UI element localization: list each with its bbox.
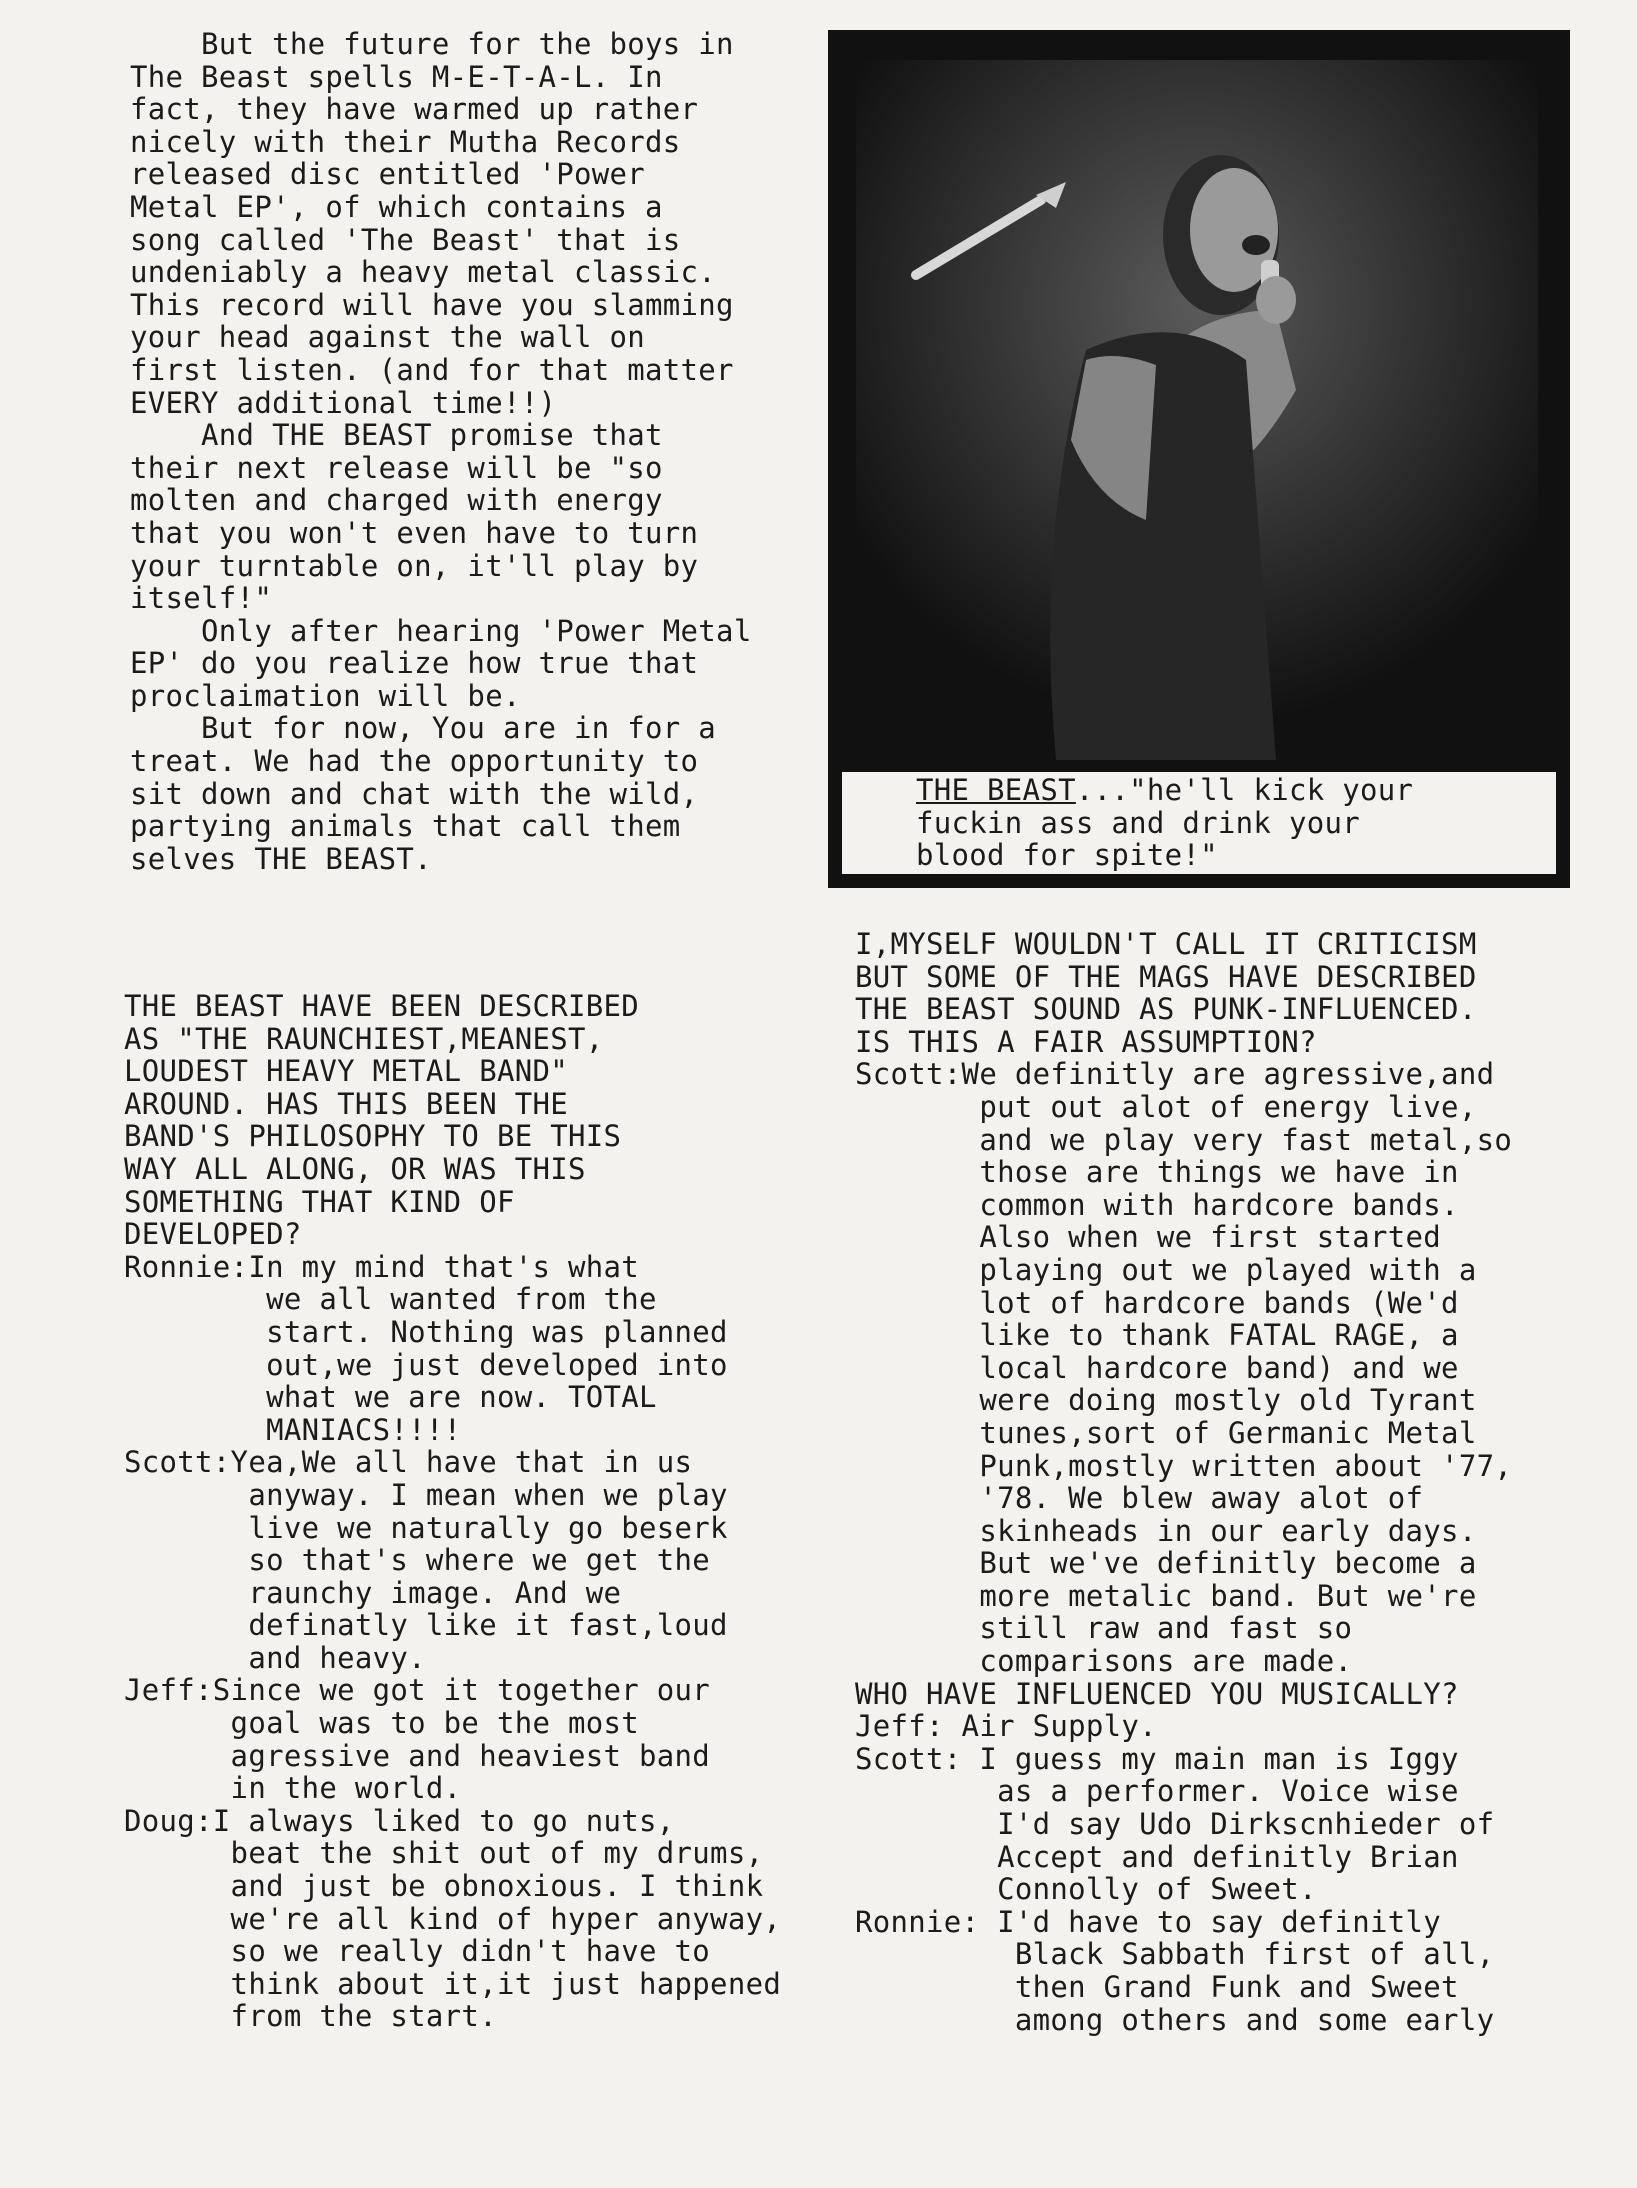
intro-line: your head against the wall on (130, 320, 646, 355)
answer-line: lot of hardcore bands (We'd (855, 1285, 1459, 1320)
intro-line: itself!" (130, 581, 273, 616)
answer-line: Jeff: Air Supply. (855, 1709, 1157, 1744)
answer-line: Doug:I always liked to go nuts, (124, 1803, 675, 1838)
intro-line: your turntable on, it'll play by (130, 548, 699, 583)
caption-quote-start: ..."he'll kick your (1075, 773, 1414, 807)
intro-line: molten and charged with energy (130, 483, 663, 518)
answer-line: definatly like it fast,loud (124, 1608, 728, 1643)
intro-line: But the future for the boys in (130, 27, 734, 61)
question-line: BAND'S PHILOSOPHY TO BE THIS (124, 1119, 622, 1154)
answer-line: and we play very fast metal,so (855, 1122, 1513, 1157)
question-line: LOUDEST HEAVY METAL BAND" (124, 1054, 568, 1089)
question-line: SOMETHING THAT KIND OF (124, 1184, 515, 1219)
question-line: BUT SOME OF THE MAGS HAVE DESCRIBED (855, 959, 1477, 994)
interview-right-column (855, 928, 1595, 2036)
answer-line: common with hardcore bands. (855, 1187, 1459, 1222)
intro-line: The Beast spells M-E-T-A-L. In (130, 59, 663, 94)
question-line: DEVELOPED? (124, 1217, 302, 1252)
question-line: THE BEAST SOUND AS PUNK-INFLUENCED. (855, 992, 1477, 1027)
intro-line: And THE BEAST promise that (130, 418, 663, 453)
answer-line: like to thank FATAL RAGE, a (855, 1318, 1459, 1353)
intro-line: EVERY additional time!!) (130, 385, 557, 420)
intro-line: partying animals that call them (130, 809, 681, 844)
intro-line: selves THE BEAST. (130, 841, 432, 876)
intro-line: proclaimation will be. (130, 678, 521, 713)
answer-line: and just be obnoxious. I think (124, 1869, 764, 1904)
answer-line: were doing mostly old Tyrant (855, 1383, 1477, 1418)
answer-line: MANIACS!!!! (124, 1412, 462, 1447)
answer-line: Black Sabbath first of all, (855, 1937, 1495, 1972)
intro-line: But for now, You are in for a (130, 711, 717, 746)
caption-line: blood for spite!" (916, 838, 1218, 873)
question-line: IS THIS A FAIR ASSUMPTION? (855, 1024, 1317, 1059)
band-photo (856, 60, 1538, 760)
answer-line: in the world. (124, 1771, 462, 1806)
answer-line: skinheads in our early days. (855, 1513, 1477, 1548)
answer-line: then Grand Funk and Sweet (855, 1970, 1459, 2004)
interview-left-column (124, 990, 824, 2033)
answer-line: start. Nothing was planned (124, 1314, 728, 1349)
caption-line: fuckin ass and drink your (916, 805, 1360, 840)
answer-line: Connolly of Sweet. (855, 1872, 1317, 1907)
intro-line: Metal EP', of which contains a (130, 189, 663, 224)
intro-line: nicely with their Mutha Records (130, 124, 681, 159)
caption-band-name: THE BEAST (916, 773, 1076, 807)
intro-line: treat. We had the opportunity to (130, 744, 699, 779)
intro-line: first listen. (and for that matter (130, 352, 734, 387)
answer-line: more metalic band. But we're (855, 1578, 1477, 1613)
answer-line: tunes,sort of Germanic Metal (855, 1415, 1477, 1450)
intro-line: their next release will be "so (130, 450, 663, 485)
answer-line: agressive and heaviest band (124, 1738, 711, 1773)
answer-line: '78. We blew away alot of (855, 1481, 1424, 1516)
answer-line: we're all kind of hyper anyway, (124, 1901, 782, 1936)
answer-line: think about it,it just happened (124, 1966, 782, 2001)
answer-line: and heavy. (124, 1640, 426, 1675)
photo-frame (828, 30, 1570, 888)
answer-line: goal was to be the most (124, 1706, 640, 1741)
answer-line: Scott:We definitly are agressive,and (855, 1057, 1495, 1092)
answer-line: we all wanted from the (124, 1282, 657, 1317)
question-line: AS "THE RAUNCHIEST,MEANEST, (124, 1021, 604, 1056)
answer-line: so we really didn't have to (124, 1934, 711, 1969)
answer-line: I'd say Udo Dirkscnhieder of (855, 1807, 1495, 1842)
answer-line: Ronnie:In my mind that's what (124, 1249, 640, 1284)
intro-line: EP' do you realize how true that (130, 646, 699, 681)
intro-line: Only after hearing 'Power Metal (130, 613, 752, 648)
intro-line: sit down and chat with the wild, (130, 776, 699, 811)
answer-line: Also when we first started (855, 1220, 1442, 1255)
answer-line: playing out we played with a (855, 1252, 1477, 1287)
answer-line: comparisons are made. (855, 1644, 1353, 1679)
answer-line: beat the shit out of my drums, (124, 1836, 764, 1871)
intro-line: undeniably a heavy metal classic. (130, 255, 717, 290)
question-line: WAY ALL ALONG, OR WAS THIS (124, 1151, 586, 1186)
photo-caption (916, 774, 1536, 872)
answer-line: raunchy image. And we (124, 1575, 622, 1610)
answer-line: what we are now. TOTAL (124, 1380, 657, 1415)
singer-silhouette (856, 60, 1538, 760)
answer-line: Ronnie: I'd have to say definitly (855, 1904, 1442, 1939)
intro-text (130, 28, 810, 875)
answer-line: still raw and fast so (855, 1611, 1353, 1646)
answer-line: put out alot of energy live, (855, 1089, 1477, 1124)
answer-line: Punk,mostly written about '77, (855, 1448, 1513, 1483)
intro-line: fact, they have warmed up rather (130, 92, 699, 127)
answer-line: Accept and definitly Brian (855, 1839, 1459, 1874)
answer-line: so that's where we get the (124, 1543, 711, 1578)
question-line: WHO HAVE INFLUENCED YOU MUSICALLY? (855, 1676, 1459, 1711)
answer-line: as a performer. Voice wise (855, 1774, 1459, 1809)
answer-line: But we've definitly become a (855, 1546, 1477, 1581)
answer-line: Scott:Yea,We all have that in us (124, 1445, 693, 1480)
answer-line: local hardcore band) and we (855, 1350, 1459, 1385)
answer-line: Scott: I guess my main man is Iggy (855, 1741, 1459, 1776)
question-line: AROUND. HAS THIS BEEN THE (124, 1086, 568, 1121)
intro-line: that you won't even have to turn (130, 515, 699, 550)
question-line: THE BEAST HAVE BEEN DESCRIBED (124, 989, 640, 1023)
caption-line (916, 774, 1536, 807)
answer-line: out,we just developed into (124, 1347, 728, 1382)
answer-line: live we naturally go beserk (124, 1510, 728, 1545)
answer-line: those are things we have in (855, 1155, 1459, 1190)
answer-line: anyway. I mean when we play (124, 1477, 728, 1512)
answer-line: among others and some early (855, 2002, 1495, 2037)
intro-line: song called 'The Beast' that is (130, 222, 681, 257)
intro-line: released disc entitled 'Power (130, 157, 646, 192)
intro-line: This record will have you slamming (130, 287, 734, 322)
question-line: I,MYSELF WOULDN'T CALL IT CRITICISM (855, 927, 1477, 961)
answer-line: Jeff:Since we got it together our (124, 1673, 711, 1708)
answer-line: from the start. (124, 1999, 497, 2034)
